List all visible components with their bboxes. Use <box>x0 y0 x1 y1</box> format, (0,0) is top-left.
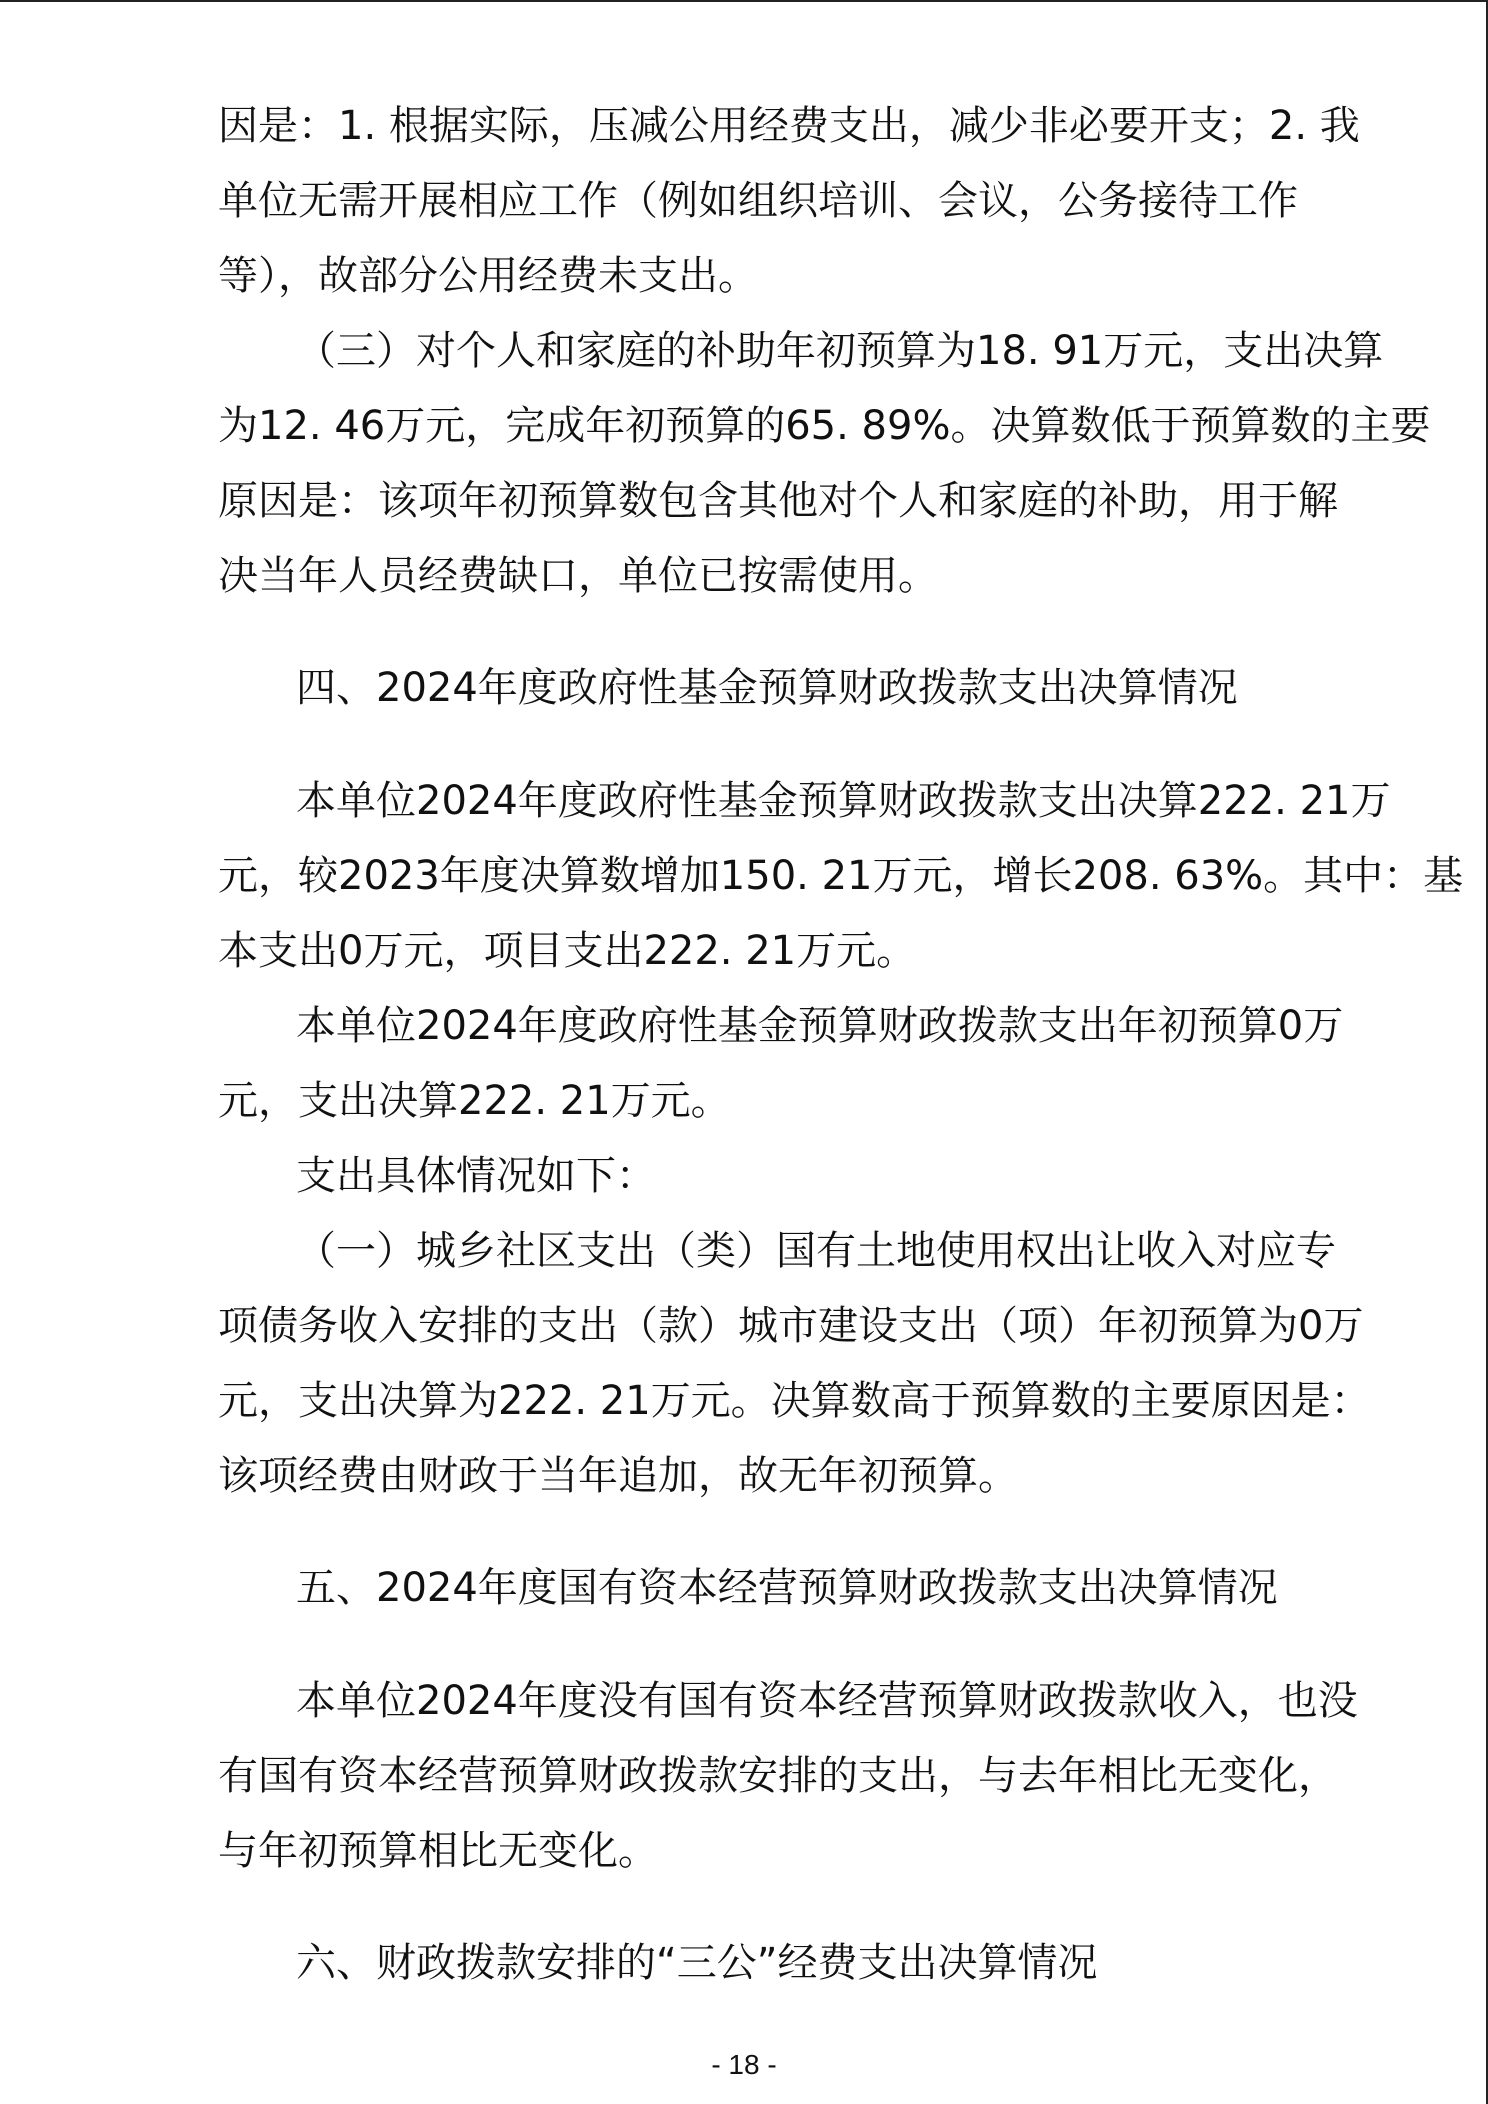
page-border-top <box>0 0 1488 2</box>
text-line: （一）城乡社区支出（类）国有土地使用权出让收入对应专 <box>296 1228 1336 1274</box>
text-line: 原因是：该项年初预算数包含其他对个人和家庭的补助，用于解 <box>218 478 1338 524</box>
text-line: （三）对个人和家庭的补助年初预算为18. 91万元，支出决算 <box>296 328 1384 374</box>
page-number: - 18 - <box>711 2049 777 2080</box>
section-heading-6: 六、财政拨款安排的“三公”经费支出决算情况 <box>296 1940 1098 1986</box>
text-line: 本单位2024年度政府性基金预算财政拨款支出年初预算0万 <box>296 1003 1344 1049</box>
text-line: 单位无需开展相应工作（例如组织培训、会议，公务接待工作 <box>218 178 1298 224</box>
text-line: 元，支出决算222. 21万元。 <box>218 1078 731 1124</box>
text-line: 本单位2024年度没有国有资本经营预算财政拨款收入，也没 <box>296 1678 1358 1724</box>
text-line: 元，支出决算为222. 21万元。决算数高于预算数的主要原因是： <box>218 1378 1371 1424</box>
text-line: 等），故部分公用经费未支出。 <box>218 253 758 299</box>
section-heading-4: 四、2024年度政府性基金预算财政拨款支出决算情况 <box>296 665 1238 711</box>
text-line: 为12. 46万元，完成年初预算的65. 89%。决算数低于预算数的主要 <box>218 403 1431 449</box>
text-line: 项债务收入安排的支出（款）城市建设支出（项）年初预算为0万 <box>218 1303 1364 1349</box>
text-line: 决当年人员经费缺口，单位已按需使用。 <box>218 553 938 599</box>
text-line: 本支出0万元，项目支出222. 21万元。 <box>218 928 917 974</box>
text-line: 因是：1. 根据实际，压减公用经费支出，减少非必要开支；2. 我 <box>218 103 1360 149</box>
text-line: 有国有资本经营预算财政拨款安排的支出，与去年相比无变化， <box>218 1753 1338 1799</box>
text-line: 该项经费由财政于当年追加，故无年初预算。 <box>218 1453 1018 1499</box>
section-heading-5: 五、2024年度国有资本经营预算财政拨款支出决算情况 <box>296 1565 1278 1611</box>
text-line: 与年初预算相比无变化。 <box>218 1828 658 1874</box>
text-line: 支出具体情况如下： <box>296 1153 656 1199</box>
text-line: 元，较2023年度决算数增加150. 21万元，增长208. 63%。其中：基 <box>218 853 1464 899</box>
text-line: 本单位2024年度政府性基金预算财政拨款支出决算222. 21万 <box>296 778 1391 824</box>
